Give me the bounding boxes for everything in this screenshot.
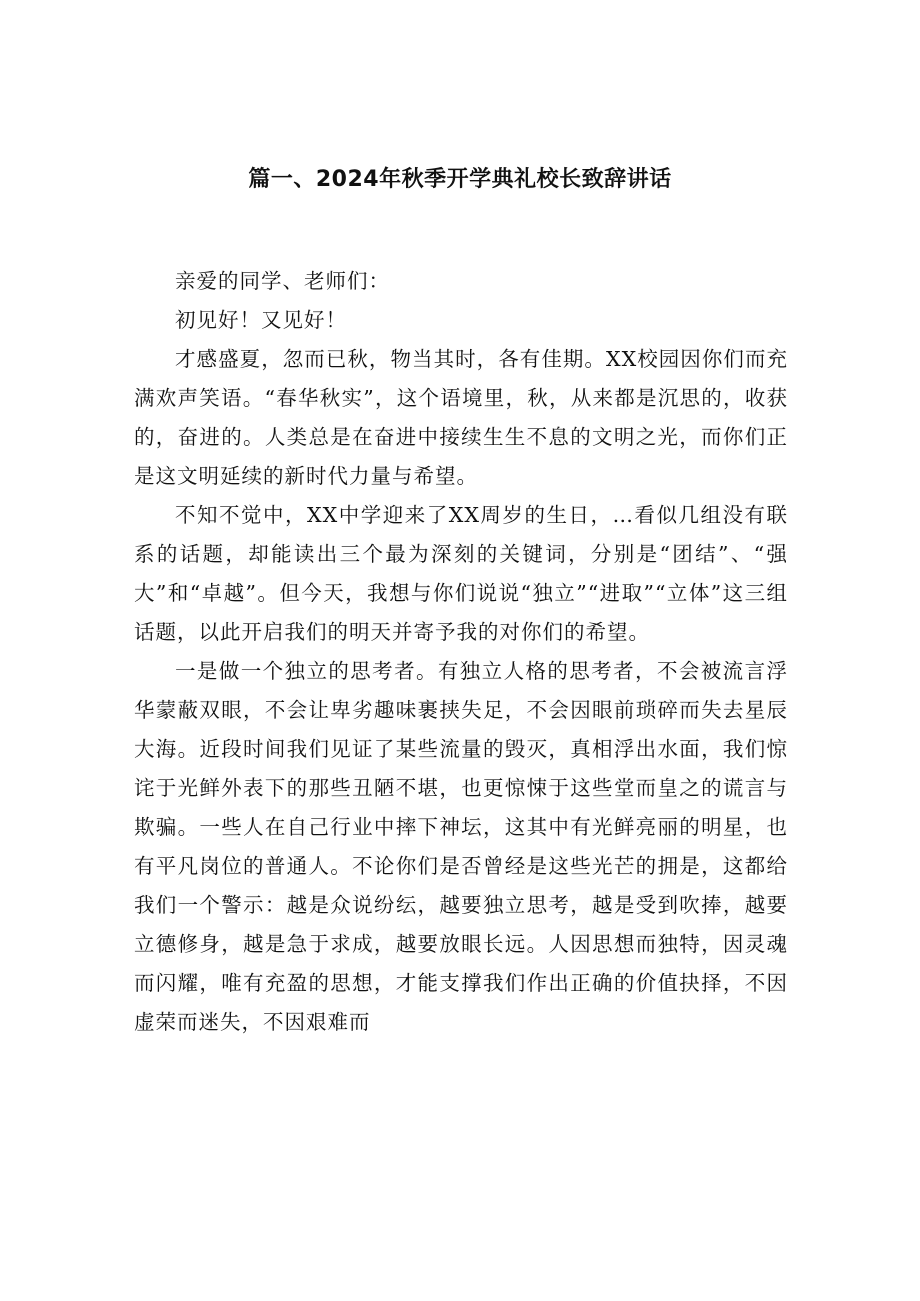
body-paragraph: 才感盛夏，忽而已秋，物当其时，各有佳期。XX校园因你们而充满欢声笑语。“春华秋实”，这个语境里，秋，从来都是沉思的，收获的，奋进的。人类总是在奋进中接续生生不息的文明之光，而你们正是这文明延续的新时代力量与希望。 bbox=[134, 347, 788, 488]
document-title: 篇一、2024年秋季开学典礼校长致辞讲话 bbox=[248, 167, 672, 192]
greeting-paragraph: 初见好！又见好！ bbox=[175, 308, 347, 332]
salutation-paragraph: 亲爱的同学、老师们： bbox=[175, 269, 390, 293]
body-paragraph: 不知不觉中，XX中学迎来了XX周岁的生日，…看似几组没有联系的话题，却能读出三个最为深刻的关键词，分别是“团结”、“强大”和“卓越”。但今天，我想与你们说说“独立”“进取”“立体”这三组话题，以此开启我们的明天并寄予我的对你们的希望。 bbox=[134, 503, 788, 644]
document-body bbox=[134, 262, 788, 1042]
body-paragraph: 一是做一个独立的思考者。有独立人格的思考者，不会被流言浮华蒙蔽双眼，不会让卑劣趣味裹挟失足，不会因眼前琐碎而失去星辰大海。近段时间我们见证了某些流量的毁灭，真相浮出水面，我们惊诧于光鲜外表下的那些丑陋不堪，也更惊悚于这些堂而皇之的谎言与欺骗。一些人在自己行业中摔下神坛，这其中有光鲜亮丽的明星，也有平凡岗位的普通人。不论你们是否曾经是这些光芒的拥是，这都给我们一个警示：越是众说纷纭，越要独立思考，越是受到吹捧，越要立德修身，越是急于求成，越要放眼长远。人因思想而独特，因灵魂而闪耀，唯有充盈的思想，才能支撑我们作出正确的价值抉择，不因虚荣而迷失，不因艰难而 bbox=[134, 659, 788, 1034]
